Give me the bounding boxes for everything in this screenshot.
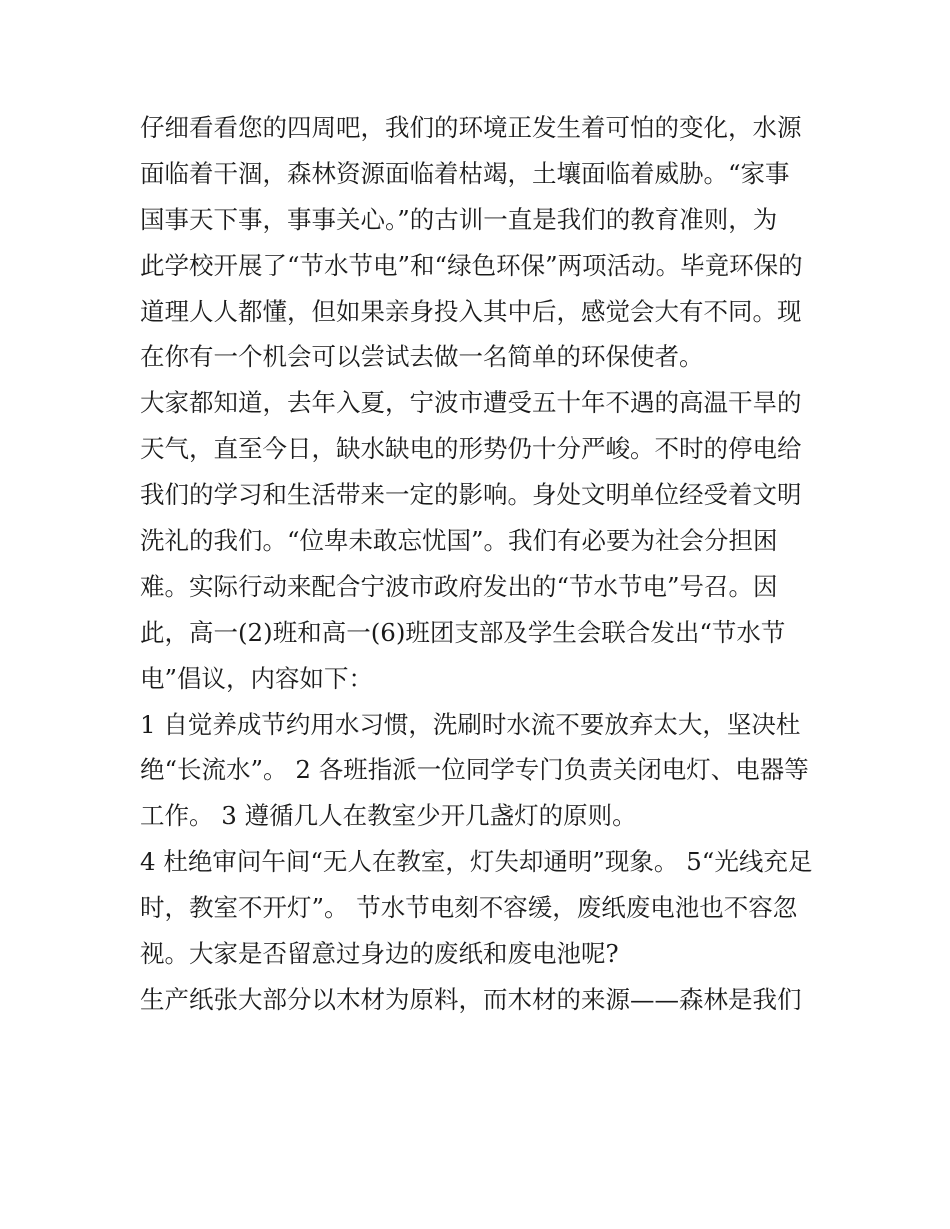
text-line: 视。大家是否留意过身边的废纸和废电池呢? (140, 939, 619, 969)
text-line: 道理人人都懂，但如果亲身投入其中后，感觉会大有不同。现 (140, 296, 802, 326)
text-line: 1 自觉养成节约用水习惯，洗刷时水流不要放弃太大，坚决杜 (140, 709, 801, 739)
text-line: 4 杜绝审问午间“无人在教室，灯失却通明”现象。 5“光线充足 (140, 847, 813, 877)
text-line: 大家都知道，去年入夏，宁波市遭受五十年不遇的高温干旱的 (140, 388, 802, 418)
text-line: 我们的学习和生活带来一定的影响。身处文明单位经受着文明 (140, 480, 802, 510)
text-line: 生产纸张大部分以木材为原料，而木材的来源——森林是我们 (140, 984, 802, 1014)
text-line: 面临着干涸，森林资源面临着枯竭，土壤面临着威胁。“家事 (140, 158, 790, 188)
text-line: 在你有一个机会可以尝试去做一名简单的环保使者。 (140, 342, 704, 372)
text-line: 仔细看看您的四周吧，我们的环境正发生着可怕的变化，水源 (140, 113, 802, 142)
text-line: 时，教室不开灯”。 节水节电刻不容缓，废纸废电池也不容忽 (140, 893, 798, 923)
text-line: 洗礼的我们。“位卑未敢忘忧国”。我们有必要为社会分担困 (140, 526, 778, 556)
text-line: 国事天下事，事事关心。”的古训一直是我们的教育准则，为 (140, 204, 778, 234)
text-line: 绝“长流水”。 2 各班指派一位同学专门负责关闭电灯、电器等 (140, 755, 809, 785)
text-line: 工作。 3 遵循几人在教室少开几盏灯的原则。 (140, 801, 637, 831)
text-line: 难。实际行动来配合宁波市政府发出的“节水节电”号召。因 (140, 571, 778, 601)
text-line: 天气，直至今日，缺水缺电的形势仍十分严峻。不时的停电给 (140, 434, 802, 464)
text-line: 电”倡议，内容如下： (140, 663, 374, 693)
text-line: 此，高一(2)班和高一(6)班团支部及学生会联合发出“节水节 (140, 617, 786, 647)
body-text (140, 105, 813, 1023)
text-line: 此学校开展了“节水节电”和“绿色环保”两项活动。毕竟环保的 (140, 250, 803, 280)
